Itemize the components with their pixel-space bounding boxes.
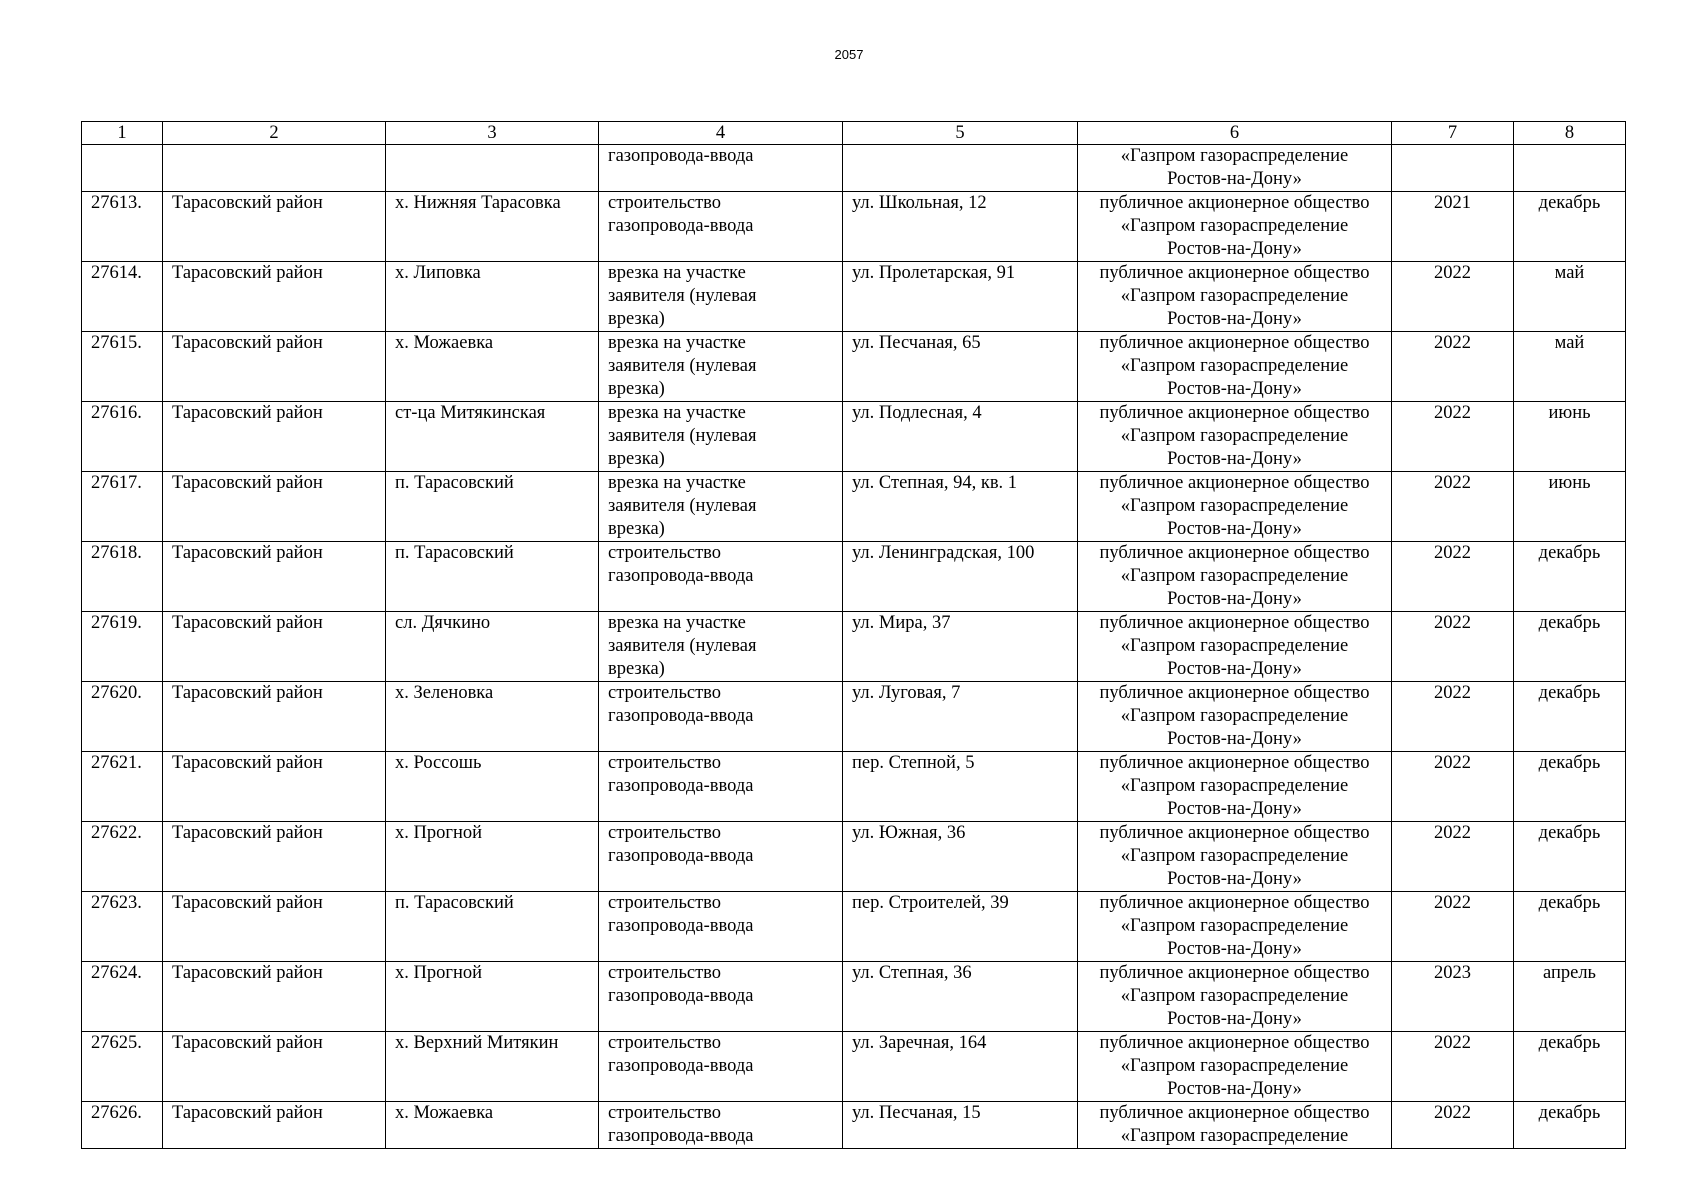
table-row [82, 402, 1626, 472]
organization-cell [1078, 752, 1392, 822]
organization-cell [1078, 612, 1392, 682]
organization-cell-line: публичное акционерное общество [1099, 1033, 1370, 1053]
row-number: 27620. [82, 682, 163, 752]
address-cell: ул. Школьная, 12 [843, 192, 1078, 262]
organization-cell-line: Ростов-на-Дону» [1167, 729, 1302, 749]
address-cell: ул. Пролетарская, 91 [843, 262, 1078, 332]
organization-cell-line: публичное акционерное общество [1099, 403, 1370, 423]
address-cell: ул. Луговая, 7 [843, 682, 1078, 752]
organization-cell-line: публичное акционерное общество [1099, 683, 1370, 703]
organization-cell-line: Ростов-на-Дону» [1167, 519, 1302, 539]
organization-cell-line: «Газпром газораспределение [1120, 636, 1349, 656]
work-type-cell-line: заявителя (нулевая [608, 496, 757, 516]
organization-cell-line: публичное акционерное общество [1099, 543, 1370, 563]
address-cell: ул. Песчаная, 15 [843, 1102, 1078, 1149]
month-cell: декабрь [1514, 822, 1626, 892]
row-number: 27621. [82, 752, 163, 822]
work-type-cell-line: строительство [608, 683, 722, 703]
organization-cell-line: публичное акционерное общество [1099, 823, 1370, 843]
work-type-cell-line: врезка) [608, 659, 665, 679]
organization-cell [1078, 402, 1392, 472]
organization-cell-line: публичное акционерное общество [1099, 193, 1370, 213]
settlement-cell: п. Тарасовский [386, 542, 599, 612]
settlement-cell [386, 145, 599, 192]
district-cell [163, 145, 386, 192]
district-cell: Тарасовский район [163, 542, 386, 612]
work-type-cell-line: газопровода-ввода [608, 916, 754, 936]
organization-cell [1078, 682, 1392, 752]
work-type-cell-line: врезка на участке [608, 473, 746, 493]
organization-cell [1078, 332, 1392, 402]
work-type-cell [599, 612, 843, 682]
work-type-cell [599, 1102, 843, 1149]
work-type-cell-line: врезка на участке [608, 613, 746, 633]
organization-cell-line: Ростов-на-Дону» [1167, 449, 1302, 469]
table-row [82, 682, 1626, 752]
row-number: 27613. [82, 192, 163, 262]
work-type-cell [599, 752, 843, 822]
address-cell: ул. Подлесная, 4 [843, 402, 1078, 472]
month-cell: декабрь [1514, 1032, 1626, 1102]
organization-cell-line: Ростов-на-Дону» [1167, 939, 1302, 959]
district-cell: Тарасовский район [163, 192, 386, 262]
work-type-cell [599, 262, 843, 332]
organization-cell [1078, 542, 1392, 612]
column-header: 3 [386, 122, 599, 145]
row-number: 27618. [82, 542, 163, 612]
organization-cell-line: «Газпром газораспределение [1120, 426, 1349, 446]
organization-cell [1078, 1032, 1392, 1102]
address-cell: ул. Степная, 94, кв. 1 [843, 472, 1078, 542]
row-number: 27616. [82, 402, 163, 472]
address-cell: пер. Строителей, 39 [843, 892, 1078, 962]
table-row [82, 822, 1626, 892]
work-type-cell [599, 1032, 843, 1102]
table-row [82, 752, 1626, 822]
district-cell: Тарасовский район [163, 332, 386, 402]
work-type-cell-line: строительство [608, 1103, 722, 1123]
organization-cell [1078, 472, 1392, 542]
organization-cell [1078, 262, 1392, 332]
district-cell: Тарасовский район [163, 262, 386, 332]
work-type-cell-line: строительство [608, 963, 722, 983]
work-type-cell-line: врезка на участке [608, 263, 746, 283]
data-table [81, 121, 1626, 1149]
column-header: 6 [1078, 122, 1392, 145]
organization-cell-line: Ростов-на-Дону» [1167, 379, 1302, 399]
month-cell: декабрь [1514, 892, 1626, 962]
work-type-cell-line: газопровода-ввода [608, 1126, 754, 1146]
year-cell: 2022 [1392, 332, 1514, 402]
district-cell: Тарасовский район [163, 1102, 386, 1149]
month-cell: декабрь [1514, 542, 1626, 612]
work-type-cell-line: газопровода-ввода [608, 146, 754, 166]
month-cell: декабрь [1514, 682, 1626, 752]
table-row [82, 192, 1626, 262]
organization-cell-line: Ростов-на-Дону» [1167, 659, 1302, 679]
address-cell: ул. Степная, 36 [843, 962, 1078, 1032]
organization-cell-line: «Газпром газораспределение [1120, 566, 1349, 586]
organization-cell-line: публичное акционерное общество [1099, 333, 1370, 353]
district-cell: Тарасовский район [163, 612, 386, 682]
organization-cell-line: «Газпром газораспределение [1120, 916, 1349, 936]
work-type-cell-line: газопровода-ввода [608, 216, 754, 236]
organization-cell [1078, 145, 1392, 192]
row-number: 27624. [82, 962, 163, 1032]
work-type-cell [599, 682, 843, 752]
column-header: 5 [843, 122, 1078, 145]
district-cell: Тарасовский район [163, 682, 386, 752]
work-type-cell [599, 962, 843, 1032]
year-cell: 2022 [1392, 402, 1514, 472]
year-cell: 2022 [1392, 612, 1514, 682]
year-cell: 2022 [1392, 472, 1514, 542]
work-type-cell [599, 892, 843, 962]
table-body [82, 122, 1626, 1149]
settlement-cell: х. Можаевка [386, 332, 599, 402]
organization-cell-line: Ростов-на-Дону» [1167, 869, 1302, 889]
table-row [82, 262, 1626, 332]
year-cell: 2022 [1392, 1032, 1514, 1102]
settlement-cell: п. Тарасовский [386, 892, 599, 962]
work-type-cell-line: строительство [608, 823, 722, 843]
month-cell: май [1514, 332, 1626, 402]
settlement-cell: х. Верхний Митякин [386, 1032, 599, 1102]
organization-cell-line: «Газпром газораспределение [1120, 146, 1349, 166]
settlement-cell: х. Липовка [386, 262, 599, 332]
work-type-cell-line: врезка) [608, 449, 665, 469]
work-type-cell-line: газопровода-ввода [608, 776, 754, 796]
work-type-cell-line: заявителя (нулевая [608, 426, 757, 446]
month-cell: декабрь [1514, 612, 1626, 682]
organization-cell-line: публичное акционерное общество [1099, 893, 1370, 913]
address-cell: ул. Ленинградская, 100 [843, 542, 1078, 612]
table-row [82, 145, 1626, 192]
organization-cell-line: Ростов-на-Дону» [1167, 1009, 1302, 1029]
table-row [82, 892, 1626, 962]
organization-cell-line: Ростов-на-Дону» [1167, 1079, 1302, 1099]
address-cell: ул. Мира, 37 [843, 612, 1078, 682]
organization-cell [1078, 192, 1392, 262]
organization-cell-line: «Газпром газораспределение [1120, 986, 1349, 1006]
work-type-cell-line: газопровода-ввода [608, 1056, 754, 1076]
address-cell: пер. Степной, 5 [843, 752, 1078, 822]
work-type-cell-line: строительство [608, 893, 722, 913]
table-row [82, 332, 1626, 402]
settlement-cell: х. Нижняя Тарасовка [386, 192, 599, 262]
organization-cell [1078, 822, 1392, 892]
work-type-cell [599, 332, 843, 402]
work-type-cell-line: заявителя (нулевая [608, 286, 757, 306]
organization-cell-line: Ростов-на-Дону» [1167, 309, 1302, 329]
organization-cell-line: «Газпром газораспределение [1120, 286, 1349, 306]
work-type-cell [599, 402, 843, 472]
table-row [82, 472, 1626, 542]
year-cell: 2021 [1392, 192, 1514, 262]
work-type-cell-line: врезка) [608, 309, 665, 329]
work-type-cell-line: врезка) [608, 519, 665, 539]
organization-cell-line: Ростов-на-Дону» [1167, 589, 1302, 609]
settlement-cell: х. Зеленовка [386, 682, 599, 752]
row-number: 27626. [82, 1102, 163, 1149]
page-number: 2057 [834, 47, 864, 62]
organization-cell-line: Ростов-на-Дону» [1167, 799, 1302, 819]
work-type-cell-line: строительство [608, 193, 722, 213]
organization-cell-line: Ростов-на-Дону» [1167, 169, 1302, 189]
work-type-cell-line: газопровода-ввода [608, 566, 754, 586]
column-header: 8 [1514, 122, 1626, 145]
row-number: 27622. [82, 822, 163, 892]
work-type-cell-line: врезка на участке [608, 403, 746, 423]
month-cell: декабрь [1514, 752, 1626, 822]
year-cell: 2022 [1392, 822, 1514, 892]
organization-cell-line: «Газпром газораспределение [1120, 776, 1349, 796]
district-cell: Тарасовский район [163, 472, 386, 542]
table-row [82, 612, 1626, 682]
row-number: 27625. [82, 1032, 163, 1102]
year-cell [1392, 145, 1514, 192]
row-number: 27615. [82, 332, 163, 402]
settlement-cell: х. Можаевка [386, 1102, 599, 1149]
work-type-cell-line: заявителя (нулевая [608, 356, 757, 376]
month-cell: декабрь [1514, 1102, 1626, 1149]
organization-cell-line: Ростов-на-Дону» [1167, 239, 1302, 259]
organization-cell [1078, 962, 1392, 1032]
table-header-row [82, 122, 1626, 145]
settlement-cell: х. Прогной [386, 822, 599, 892]
organization-cell-line: публичное акционерное общество [1099, 473, 1370, 493]
month-cell [1514, 145, 1626, 192]
district-cell: Тарасовский район [163, 962, 386, 1032]
table-row [82, 962, 1626, 1032]
column-header: 2 [163, 122, 386, 145]
month-cell: апрель [1514, 962, 1626, 1032]
month-cell: июнь [1514, 402, 1626, 472]
work-type-cell-line: газопровода-ввода [608, 986, 754, 1006]
row-number: 27614. [82, 262, 163, 332]
row-number: 27617. [82, 472, 163, 542]
district-cell: Тарасовский район [163, 402, 386, 472]
organization-cell-line: «Газпром газораспределение [1120, 1126, 1349, 1146]
year-cell: 2022 [1392, 1102, 1514, 1149]
table-row [82, 1032, 1626, 1102]
work-type-cell-line: газопровода-ввода [608, 846, 754, 866]
district-cell: Тарасовский район [163, 892, 386, 962]
settlement-cell: ст-ца Митякинская [386, 402, 599, 472]
settlement-cell: х. Прогной [386, 962, 599, 1032]
column-header: 1 [82, 122, 163, 145]
row-number [82, 145, 163, 192]
year-cell: 2022 [1392, 262, 1514, 332]
row-number: 27619. [82, 612, 163, 682]
work-type-cell [599, 472, 843, 542]
organization-cell-line: «Газпром газораспределение [1120, 706, 1349, 726]
work-type-cell-line: строительство [608, 753, 722, 773]
month-cell: май [1514, 262, 1626, 332]
organization-cell-line: публичное акционерное общество [1099, 753, 1370, 773]
table-row [82, 542, 1626, 612]
table-row [82, 1102, 1626, 1149]
year-cell: 2022 [1392, 752, 1514, 822]
organization-cell-line: публичное акционерное общество [1099, 613, 1370, 633]
column-header: 7 [1392, 122, 1514, 145]
year-cell: 2022 [1392, 682, 1514, 752]
column-header: 4 [599, 122, 843, 145]
year-cell: 2022 [1392, 542, 1514, 612]
work-type-cell [599, 822, 843, 892]
district-cell: Тарасовский район [163, 752, 386, 822]
work-type-cell-line: строительство [608, 543, 722, 563]
organization-cell-line: «Газпром газораспределение [1120, 356, 1349, 376]
address-cell [843, 145, 1078, 192]
month-cell: декабрь [1514, 192, 1626, 262]
organization-cell-line: публичное акционерное общество [1099, 263, 1370, 283]
work-type-cell [599, 192, 843, 262]
address-cell: ул. Песчаная, 65 [843, 332, 1078, 402]
settlement-cell: х. Россошь [386, 752, 599, 822]
work-type-cell-line: заявителя (нулевая [608, 636, 757, 656]
organization-cell [1078, 1102, 1392, 1149]
organization-cell-line: «Газпром газораспределение [1120, 846, 1349, 866]
work-type-cell [599, 145, 843, 192]
settlement-cell: п. Тарасовский [386, 472, 599, 542]
organization-cell-line: публичное акционерное общество [1099, 1103, 1370, 1123]
organization-cell-line: «Газпром газораспределение [1120, 496, 1349, 516]
district-cell: Тарасовский район [163, 1032, 386, 1102]
organization-cell-line: «Газпром газораспределение [1120, 216, 1349, 236]
work-type-cell-line: врезка на участке [608, 333, 746, 353]
work-type-cell [599, 542, 843, 612]
year-cell: 2023 [1392, 962, 1514, 1032]
work-type-cell-line: строительство [608, 1033, 722, 1053]
district-cell: Тарасовский район [163, 822, 386, 892]
month-cell: июнь [1514, 472, 1626, 542]
organization-cell [1078, 892, 1392, 962]
work-type-cell-line: врезка) [608, 379, 665, 399]
organization-cell-line: публичное акционерное общество [1099, 963, 1370, 983]
organization-cell-line: «Газпром газораспределение [1120, 1056, 1349, 1076]
address-cell: ул. Южная, 36 [843, 822, 1078, 892]
address-cell: ул. Заречная, 164 [843, 1032, 1078, 1102]
work-type-cell-line: газопровода-ввода [608, 706, 754, 726]
settlement-cell: сл. Дячкино [386, 612, 599, 682]
year-cell: 2022 [1392, 892, 1514, 962]
row-number: 27623. [82, 892, 163, 962]
